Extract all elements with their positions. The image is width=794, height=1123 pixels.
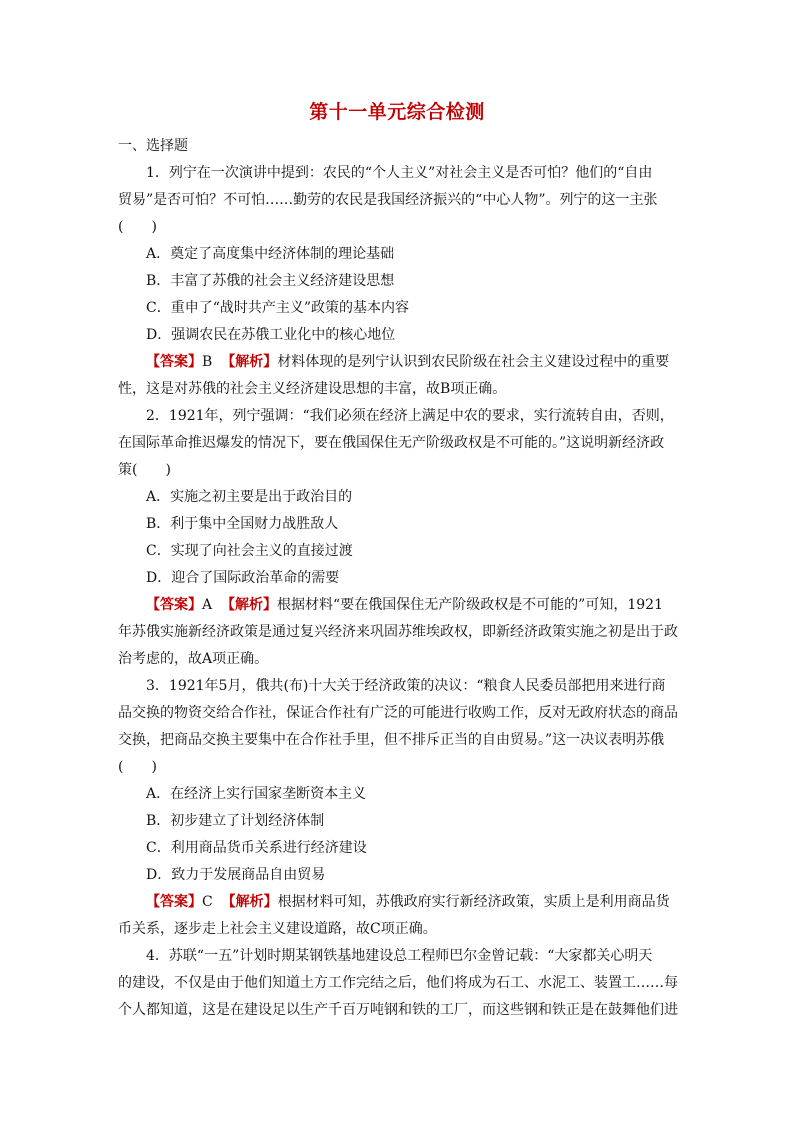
option-b: B．利于集中全国财力战胜敌人 <box>146 516 339 532</box>
question-stem-line: 1．列宁在一次演讲中提到：农民的“个人主义”对社会主义是否可怕？他们的“自由 <box>146 165 653 181</box>
analysis-tag: 【解析】 <box>221 597 278 613</box>
option-d: D．迎合了国际政治革命的需要 <box>146 570 340 586</box>
answer-value: A <box>202 597 213 613</box>
answer-line <box>118 349 676 376</box>
analysis-tag: 【解析】 <box>221 354 278 370</box>
answer-value: B <box>202 354 213 370</box>
option-c: C．实现了向社会主义的直接过渡 <box>146 543 353 559</box>
answer-value: C <box>202 894 213 910</box>
question-1 <box>118 160 676 403</box>
question-stem-line: 2．1921年，列宁强调：“我们必须在经济上满足中农的要求，实行流转自由，否则， <box>146 408 674 424</box>
question-stem-line: 4．苏联“一五”计划时期某钢铁基地建设总工程师巴尔金曾记载：“大家都关心明天 <box>146 948 653 964</box>
option-b: B．初步建立了计划经济体制 <box>146 813 325 829</box>
page-title: 第十一单元综合检测 <box>309 101 485 123</box>
analysis-text: 材料体现的是列宁认识到农民阶级在社会主义建设过程中的重要 <box>277 354 670 370</box>
question-2 <box>118 403 676 673</box>
answer-blank: ( ) <box>118 759 157 775</box>
option-d: D．致力于发展商品自由贸易 <box>146 867 326 883</box>
question-stem-line: 策( ) <box>118 462 171 478</box>
question-stem-line: 品交换的物资交给合作社，保证合作社有广泛的可能进行收购工作，反对无政府状态的商品 <box>118 705 678 721</box>
option-a: A．实施之初主要是出于政治目的 <box>146 489 353 505</box>
question-stem-line: 在国际革命推迟爆发的情况下，要在俄国保住无产阶级政权是不可能的。”这说明新经济政 <box>118 435 665 451</box>
question-4 <box>118 943 676 1024</box>
question-stem-line: 个人都知道，这是在建设足以生产千百万吨钢和铁的工厂，而这些钢和铁正是在鼓舞他们进 <box>118 1002 678 1018</box>
answer-tag: 【答案】 <box>146 597 202 613</box>
answer-line <box>118 889 676 916</box>
analysis-text: 根据材料可知，苏俄政府实行新经济政策，实质上是利用商品货 <box>277 894 670 910</box>
analysis-text: 年苏俄实施新经济政策是通过复兴经济来巩固苏维埃政权，即新经济政策实施之初是出于政 <box>118 624 678 640</box>
section-heading: 一、选择题 <box>118 138 188 154</box>
question-stem-line: 的建设，不仅是由于他们知道土方工作完结之后，他们将成为石工、水泥工、装置工……每 <box>118 975 678 991</box>
question-stem-line: 交换，把商品交换主要集中在合作社手里，但不排斥正当的自由贸易。”这一决议表明苏俄 <box>118 732 665 748</box>
answer-line <box>118 592 676 619</box>
option-d: D．强调农民在苏俄工业化中的核心地位 <box>146 327 396 343</box>
question-stem-line: 3．1921年5月，俄共(布)十大关于经济政策的决议：“粮食人民委员部把用来进行商 <box>146 678 666 694</box>
answer-tag: 【答案】 <box>146 894 202 910</box>
answer-blank: ( ) <box>118 219 157 235</box>
analysis-text: 性，这是对苏俄的社会主义经济建设思想的丰富，故B项正确。 <box>118 381 507 397</box>
option-c: C．利用商品货币关系进行经济建设 <box>146 840 367 856</box>
analysis-text: 根据材料“要在俄国保住无产阶级政权是不可能的”可知，1921 <box>277 597 663 613</box>
option-a: A．在经济上实行国家垄断资本主义 <box>146 786 367 802</box>
answer-tag: 【答案】 <box>146 354 202 370</box>
option-c: C．重申了“战时共产主义”政策的基本内容 <box>146 300 410 316</box>
question-stem-line: 贸易”是否可怕？不可怕……勤劳的农民是我国经济振兴的“中心人物”。列宁的这一主张 <box>118 192 658 208</box>
question-3 <box>118 673 676 943</box>
document-body <box>118 133 676 1024</box>
analysis-tag: 【解析】 <box>221 894 278 910</box>
option-a: A．奠定了高度集中经济体制的理论基础 <box>146 246 395 262</box>
analysis-text: 币关系，逐步走上社会主义建设道路，故C项正确。 <box>118 921 437 937</box>
analysis-text: 治考虑的，故A项正确。 <box>118 651 269 667</box>
option-b: B．丰富了苏俄的社会主义经济建设思想 <box>146 273 395 289</box>
